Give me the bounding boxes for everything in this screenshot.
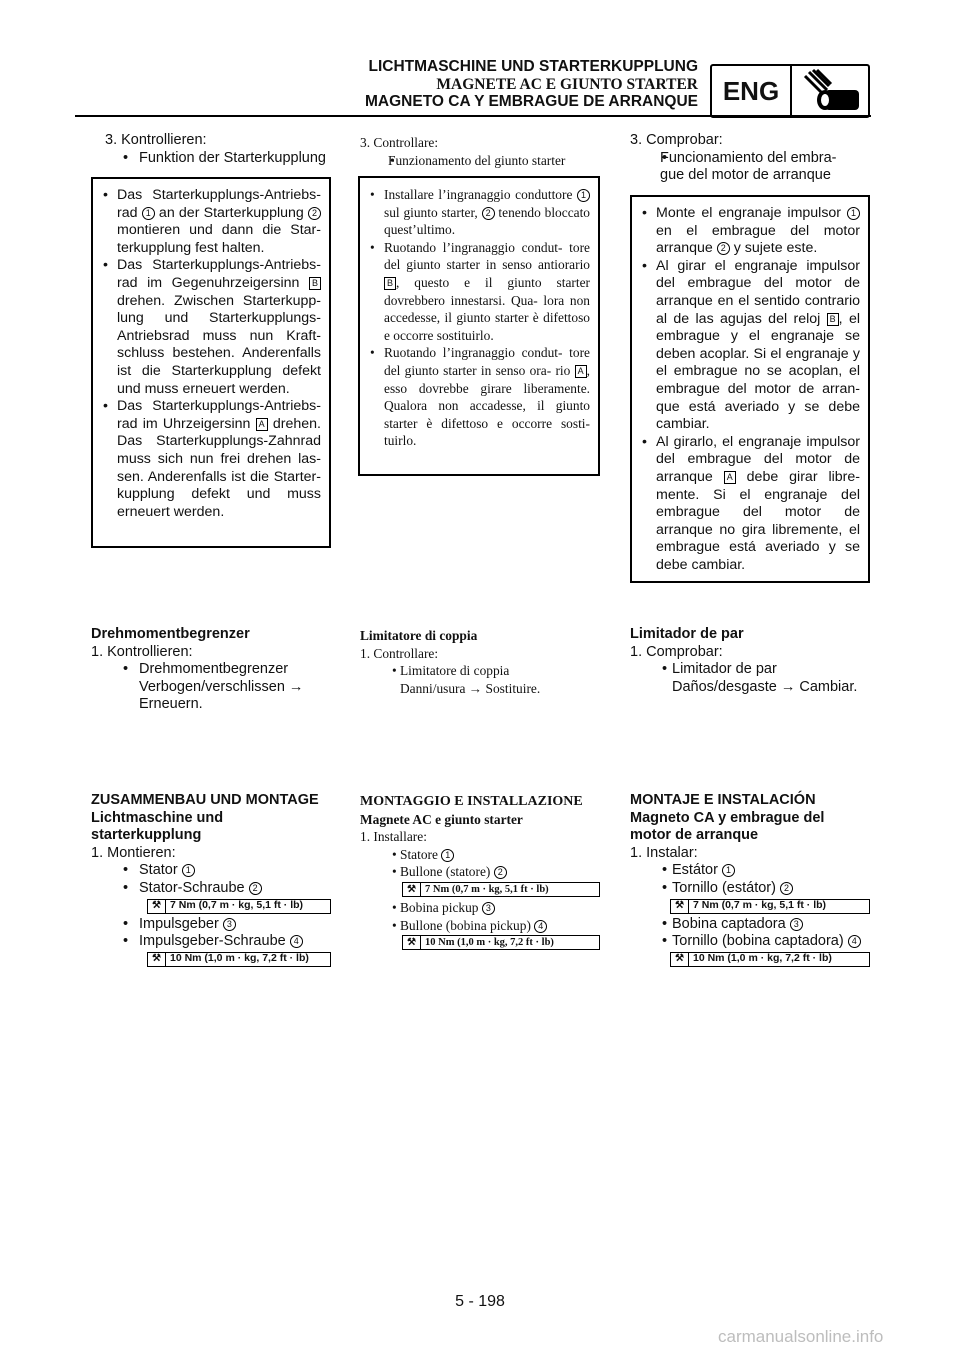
assembly-title-de-2: Lichtmaschine und <box>91 809 224 826</box>
torque-spec-it-1: ⚒ 7 Nm (0,7 m · kg, 5,1 ft · lb) <box>402 882 600 897</box>
assembly-section-de <box>91 792 331 969</box>
limiter-section-es <box>630 626 870 696</box>
marker-b: B <box>309 277 321 290</box>
assembly-item-de-4: • Impulsgeber-Schraube 4 <box>91 933 331 951</box>
limiter-item-de: • Drehmomentbegrenzer <box>91 661 331 679</box>
limiter-detail-de-2: Erneuern. <box>139 696 203 713</box>
limiter-section-de <box>91 626 331 714</box>
torque-spec-de-2: ⚒ 10 Nm (1,0 m · kg, 7,2 ft · lb) <box>147 952 331 967</box>
torque-spec-es-1: ⚒ 7 Nm (0,7 m · kg, 5,1 ft · lb) <box>670 899 870 914</box>
wrench-icon: ⚒ <box>671 953 689 966</box>
page-header <box>340 58 698 111</box>
limiter-detail-de-1: Verbogen/verschlissen → <box>139 678 304 695</box>
assembly-title-it-2: Magnete AC e giunto starter <box>360 811 523 827</box>
marker-2: 2 <box>308 207 321 220</box>
box-item-es-3: • Al girarlo, el engranaje impulsor del embrague del motor de arranque A debe girar libre- mente. Si el engranaje del embrague del motor de arranque no gira libremente, el embrague está averiado y se debe cambiar. <box>642 434 860 575</box>
assembly-item-it-2: • Bullone (statore) 2 <box>360 863 600 881</box>
limiter-item-it: • Limitatore di coppia <box>360 662 600 680</box>
section-badge <box>710 64 870 118</box>
wrench-icon: ⚒ <box>671 900 689 913</box>
assembly-section-it <box>360 793 600 952</box>
assembly-step-de: 1. Montieren: <box>91 844 176 861</box>
assembly-title-es-3: motor de arranque <box>630 827 759 844</box>
check-item-it: • Funzionamento del giunto starter <box>358 152 602 170</box>
header-title-es: MAGNETO CA Y EMBRAGUE DE ARRANQUE <box>365 93 698 110</box>
wrench-icon: ⚒ <box>403 883 421 896</box>
box-item-de-2: • Das Starterkupplungs-Antriebs- rad im Gegenuhrzeigersinn B drehen. Zwischen Starterkupp- lung und Starterkupplungs- Antriebsrad muss nun Kraft- schluss bestehen. Anderenfalls ist die Starterkupplung defekt und muss erneuert werden. <box>103 257 321 398</box>
box-item-es-2: • Al girar el engranaje impulsor del embrague del motor de arranque en el sentido contrario al de las agujas del reloj B , el embrague y el engranaje se deben acoplar. Si el engranaje y el embrague no se acoplan, el embrague del motor de arran- que está averiado y se debe cambiar. <box>642 258 860 434</box>
column-de <box>91 132 331 167</box>
limiter-title-it: Limitatore di coppia <box>360 628 478 643</box>
assembly-item-de-2: • Stator-Schraube 2 <box>91 880 331 898</box>
assembly-step-es: 1. Instalar: <box>630 844 698 861</box>
box-item-de-3: • Das Starterkupplungs-Antriebs- rad im Uhrzeigersinn A drehen. Das Starterkupplungs-Zahnrad muss sich nun frei drehen las- sen. Anderenfalls ist die Starter- kupplung defekt und muss erneuert werden. <box>103 398 321 521</box>
assembly-item-es-3: • Bobina captadora 3 <box>630 916 870 934</box>
check-item-de: • Funktion der Starterkupplung <box>91 150 331 168</box>
marker-1: 1 <box>142 207 155 220</box>
wrench-icon: ⚒ <box>403 936 421 949</box>
page-number: 5 - 198 <box>455 1293 505 1310</box>
column-it <box>358 134 602 169</box>
marker-a: A <box>256 418 268 431</box>
assembly-item-es-4: • Tornillo (bobina captadora) 4 <box>630 933 870 951</box>
assembly-item-es-2: • Tornillo (estátor) 2 <box>630 880 870 898</box>
assembly-step-it: 1. Installare: <box>360 829 427 845</box>
assembly-title-es-2: Magneto CA y embrague del <box>630 809 825 826</box>
assembly-item-it-3: • Bobina pickup 3 <box>360 899 600 917</box>
section-badge-label: ENG <box>712 66 792 116</box>
limiter-step-de: 1. Kontrollieren: <box>91 643 193 660</box>
assembly-item-de-3: • Impulsgeber 3 <box>91 916 331 934</box>
header-title-it: MAGNETE AC E GIUNTO STARTER <box>436 76 698 93</box>
step-check-es: 3. Comprobar: <box>630 132 723 148</box>
box-item-it-1: • Installare l’ingranaggio conduttore 1 sul giunto starter, 2 tenendo bloccato quest’ultimo. <box>370 186 590 239</box>
limiter-detail-it: Danni/usura → Sostituire. <box>400 680 541 696</box>
assembly-section-es <box>630 792 870 969</box>
assembly-title-de-1: ZUSAMMENBAU UND MONTAGE <box>91 792 319 808</box>
box-item-de-1: • Das Starterkupplungs-Antriebs- rad 1 an der Starterkupplung 2 montieren und dann die Star- terkupplung fest halten. <box>103 187 321 257</box>
limiter-title-de: Drehmomentbegrenzer <box>91 626 250 642</box>
step-check-it: 3. Controllare: <box>360 135 439 150</box>
assembly-item-de-1: • Stator 1 <box>91 862 331 880</box>
limiter-section-it <box>360 627 600 697</box>
limiter-item-es: • Limitador de par <box>630 661 870 679</box>
column-es <box>630 132 870 185</box>
note-box-es <box>630 195 870 583</box>
limiter-detail-es: Daños/desgaste → Cambiar. <box>672 678 858 695</box>
box-item-es-1: • Monte el engranaje impulsor 1 en el embrague del motor arranque 2 y sujete este. <box>642 205 860 258</box>
header-title-de: LICHTMASCHINE UND STARTERKUPPLUNG <box>368 58 698 75</box>
engine-icon <box>792 66 868 116</box>
limiter-title-es: Limitador de par <box>630 626 744 642</box>
watermark: carmanualsonline.info <box>718 1327 884 1346</box>
box-item-it-2: • Ruotando l’ingranaggio condut- tore del giunto starter in senso antiorario B , questo e il giunto starter dovrebbero innestarsi. Qua- lora non accedesse, il giunto starter è difettoso e occorre sostituirlo. <box>370 239 590 345</box>
check-item-es-1: • Funcionamiento del embra- <box>630 150 870 168</box>
assembly-title-de-3: starterkupplung <box>91 827 202 844</box>
limiter-step-it: 1. Controllare: <box>360 645 439 661</box>
assembly-item-it-4: • Bullone (bobina pickup) 4 <box>360 917 600 935</box>
note-box-de <box>91 177 331 548</box>
assembly-title-it-1: MONTAGGIO E INSTALLAZIONE <box>360 794 583 809</box>
assembly-item-es-1: • Estátor 1 <box>630 862 870 880</box>
box-item-it-3: • Ruotando l’ingranaggio condut- tore del giunto starter in senso ora- rio A , esso dovrebbe girare liberamente. Qualora non accadesse, il giunto starter è difettoso e occorre sosti- tuirlo. <box>370 344 590 450</box>
assembly-title-es-1: MONTAJE E INSTALACIÓN <box>630 792 816 808</box>
torque-spec-it-2: ⚒ 10 Nm (1,0 m · kg, 7,2 ft · lb) <box>402 935 600 950</box>
torque-spec-de-1: ⚒ 7 Nm (0,7 m · kg, 5,1 ft · lb) <box>147 899 331 914</box>
assembly-item-it-1: • Statore 1 <box>360 846 600 864</box>
note-box-it <box>358 176 600 476</box>
check-item-es-2: gue del motor de arranque <box>660 167 831 184</box>
torque-spec-es-2: ⚒ 10 Nm (1,0 m · kg, 7,2 ft · lb) <box>670 952 870 967</box>
step-check-de: 3. Kontrollieren: <box>105 132 207 148</box>
limiter-step-es: 1. Comprobar: <box>630 643 723 660</box>
wrench-icon: ⚒ <box>148 953 166 966</box>
wrench-icon: ⚒ <box>148 900 166 913</box>
